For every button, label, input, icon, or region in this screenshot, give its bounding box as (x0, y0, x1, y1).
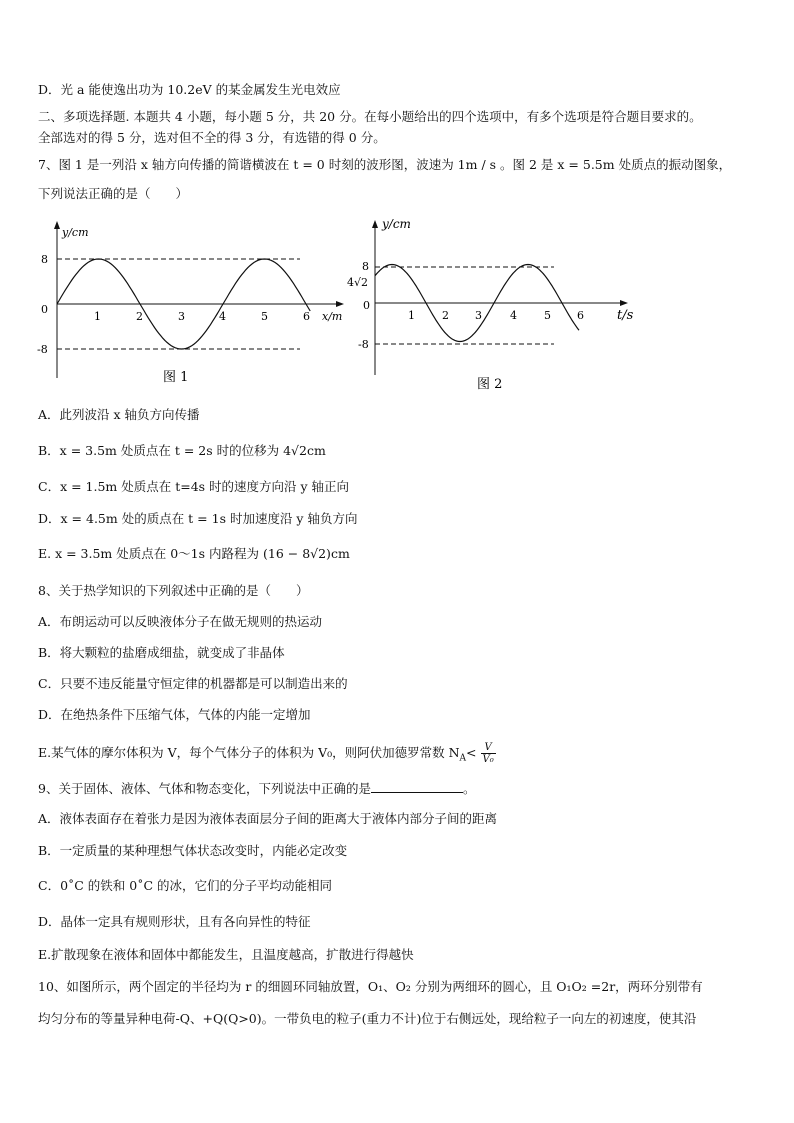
fig1-ytick-0: 0 (41, 303, 48, 316)
section-heading-line1: 二、多项选择题. 本题共 4 小题，每小题 5 分，共 20 分。在每小题给出的四个选项中，有多个选项是符合题目要求的。 (38, 109, 702, 124)
q7-option-d: D．x = 4.5m 处的质点在 t = 1s 时加速度沿 y 轴负方向 (38, 511, 358, 526)
fig2-ytick-0: 0 (363, 299, 370, 312)
q9-stem-text: 9、关于固体、液体、气体和物态变化，下列说法中正确的是 (38, 781, 371, 796)
fig2-xtick: 6 (577, 309, 584, 322)
fig2-xlabel: t/s (617, 308, 634, 323)
fig2-ytick-8: 8 (362, 260, 369, 273)
fraction-denominator: V₀ (482, 754, 494, 765)
fig1-ylabel: y/cm (62, 226, 89, 239)
fig1-xtick: 5 (261, 310, 268, 323)
q7-option-a: A．此列波沿 x 轴负方向传播 (38, 407, 200, 422)
fig2-xtick: 1 (408, 309, 415, 322)
section-heading-line2: 全部选对的得 5 分，选对但不全的得 3 分，有选错的得 0 分。 (38, 130, 386, 145)
answer-blank (371, 780, 463, 793)
q9-option-d: D．晶体一定具有规则形状，且有各向异性的特征 (38, 914, 311, 929)
fig2-ytick-4root2: 4√2 (347, 276, 369, 289)
q8-option-e-sub: A (459, 753, 467, 764)
q8-stem: 8、关于热学知识的下列叙述中正确的是（ ） (38, 583, 309, 598)
q6-option-d: D．光 a 能使逸出功为 10.2eV 的某金属发生光电效应 (38, 82, 341, 97)
q8-option-e-fraction (481, 742, 496, 765)
fig2-xtick: 3 (475, 309, 482, 322)
fig1-xtick: 4 (219, 310, 226, 323)
q7-stem-line2: 下列说法正确的是（ ） (38, 186, 189, 201)
q7-option-b: B．x = 3.5m 处质点在 t = 2s 时的位移为 4√2cm (38, 443, 326, 458)
q8-option-e-lt: < (466, 745, 477, 760)
fig1-y-arrow (54, 221, 60, 229)
q9-option-b: B．一定质量的某种理想气体状态改变时，内能必定改变 (38, 843, 348, 858)
fig1-xtick: 3 (178, 310, 185, 323)
figure-1-wave-graph (30, 215, 360, 390)
fig2-ylabel: y/cm (382, 217, 411, 231)
figure-2-vibration-graph (340, 210, 640, 395)
fig1-xtick: 2 (136, 310, 143, 323)
q8-option-a: A．布朗运动可以反映液体分子在做无规则的热运动 (38, 614, 323, 629)
q10-stem-line2: 均匀分布的等量异种电荷-Q、+Q(Q>0)。一带负电的粒子(重力不计)位于右侧远处，现给粒子一向左的初速度，使其沿 (38, 1011, 697, 1026)
q8-option-c: C．只要不违反能量守恒定律的机器都是可以制造出来的 (38, 676, 348, 691)
q8-option-d: D．在绝热条件下压缩气体，气体的内能一定增加 (38, 707, 311, 722)
fig1-xtick: 1 (94, 310, 101, 323)
q9-option-a: A．液体表面存在着张力是因为液体表面层分子间的距离大于液体内部分子间的距离 (38, 811, 498, 826)
q9-stem (38, 780, 475, 797)
fig2-xtick: 4 (510, 309, 517, 322)
q9-option-e: E.扩散现象在液体和固体中都能发生，且温度越高，扩散进行得越快 (38, 947, 414, 962)
q8-option-b: B．将大颗粒的盐磨成细盐，就变成了非晶体 (38, 645, 285, 660)
q8-option-e (38, 742, 496, 767)
q7-option-c: C．x = 1.5m 处质点在 t=4s 时的速度方向沿 y 轴正向 (38, 479, 350, 494)
fig2-xtick: 2 (442, 309, 449, 322)
fig2-ytick-neg8: -8 (358, 338, 369, 351)
q7-option-e: E. x = 3.5m 处质点在 0～1s 内路程为 (16 − 8√2)cm (38, 546, 350, 561)
q9-option-c: C．0˚C 的铁和 0˚C 的冰，它们的分子平均动能相同 (38, 878, 333, 893)
fig2-xtick: 5 (544, 309, 551, 322)
fig1-ytick-8: 8 (41, 253, 48, 266)
fraction-numerator: V (481, 742, 496, 754)
fig1-xlabel: x/m (322, 310, 343, 323)
fig1-ytick-neg8: -8 (37, 343, 48, 356)
fig2-caption: 图 2 (477, 377, 503, 392)
fig2-y-arrow (372, 220, 378, 228)
fig1-xtick: 6 (303, 310, 310, 323)
fig1-caption: 图 1 (163, 370, 189, 385)
q8-option-e-text: E.某气体的摩尔体积为 V，每个气体分子的体积为 V₀，则阿伏加德罗常数 N (38, 745, 460, 760)
fig2-x-arrow (620, 300, 628, 306)
q9-stem-end: 。 (462, 781, 476, 796)
q10-stem-line1: 10、如图所示，两个固定的半径均为 r 的细圆环同轴放置，O₁、O₂ 分别为两细环的圆心，且 O₁O₂ =2r，两环分别带有 (38, 979, 703, 994)
q7-stem-line1: 7、图 1 是一列沿 x 轴方向传播的简谐横波在 t = 0 时刻的波形图，波速为 1m / s 。图 2 是 x = 5.5m 处质点的振动图象， (38, 157, 732, 172)
